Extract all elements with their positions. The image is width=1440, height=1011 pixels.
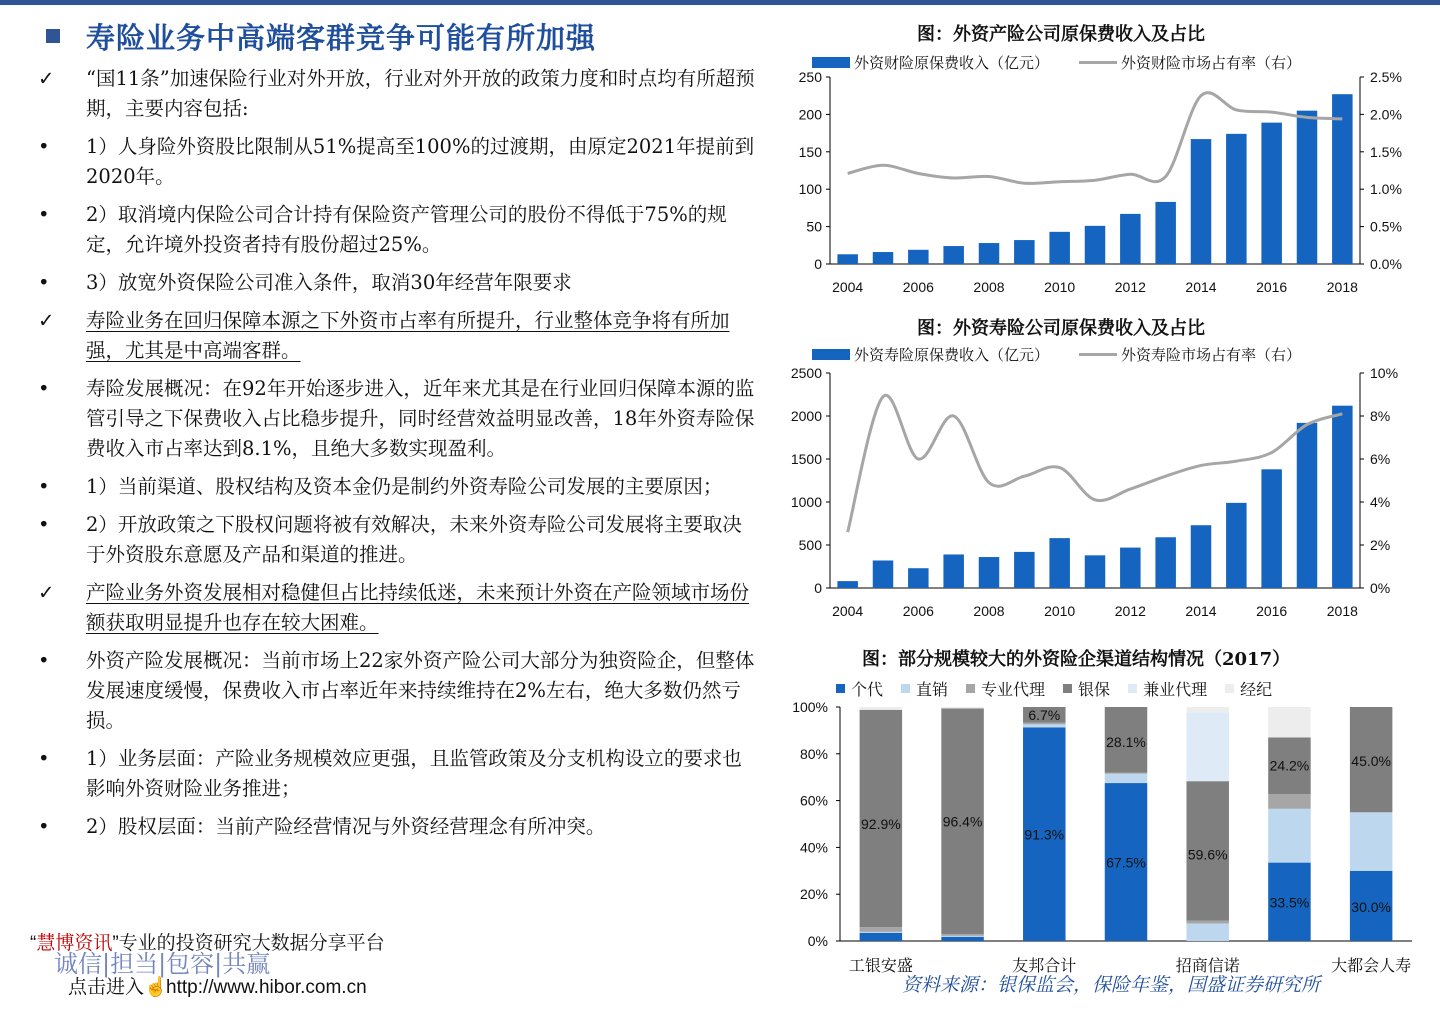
chart1-svg [760, 66, 1440, 306]
stack-segment [1105, 774, 1147, 783]
bullet-item [36, 200, 756, 260]
data-label: 91.3% [1024, 826, 1065, 843]
y2-tick-label: 4% [1370, 494, 1391, 510]
bar [1085, 226, 1105, 264]
bar [873, 252, 893, 264]
bar [1297, 111, 1317, 264]
bullet-text: 2）取消境内保险公司合计持有保险资产管理公司的股份不得低于75%的规定，允许境外投资者持有股份超过25%。 [86, 203, 727, 256]
footer-tagline: 专业的投资研究大数据分享平台 [118, 933, 385, 954]
bar [943, 554, 963, 588]
bar [979, 557, 999, 588]
bullet-text: “国11条”加速保险行业对外开放，行业对外开放的政策力度和时点均有所超预期，主要内容包括: [86, 67, 755, 120]
legend-swatch [836, 684, 845, 693]
stack-segment [1268, 707, 1310, 737]
chart3-title: 图：部分规模较大的外资险企渠道结构情况（2017） [862, 649, 1291, 670]
bullet-item [36, 132, 756, 192]
data-label: 45.0% [1351, 752, 1391, 769]
page-title [40, 14, 596, 58]
bullet-text: 1）当前渠道、股权结构及资本金仍是制约外资寿险公司发展的主要原因； [86, 475, 723, 498]
bullet-item [36, 64, 756, 124]
x-tick-label: 2016 [1256, 603, 1288, 619]
legend-label: 专业代理 [981, 680, 1046, 699]
chart1-legend-bar: 外资财险原保费收入（亿元） [854, 54, 1050, 72]
bullet-item [36, 306, 756, 366]
footer-quote-open: “ [30, 933, 37, 954]
data-label: 30.0% [1351, 899, 1391, 916]
y-tick-label: 1000 [790, 494, 822, 510]
bullet-item [36, 472, 756, 502]
bullet-text: 1）业务层面：产险业务规模效应更强，且监管政策及分支机构设立的要求也影响外资财险业务推进； [86, 747, 742, 800]
y2-tick-label: 0.0% [1370, 256, 1402, 272]
bullet-item [36, 646, 756, 736]
y-tick-label: 0 [814, 256, 822, 272]
bullet-dot-icon: • [38, 747, 50, 770]
legend-label: 经纪 [1240, 680, 1273, 699]
source-note: 资料来源：银保监会，保险年鉴，国盛证券研究所 [902, 974, 1321, 996]
bar [1226, 503, 1246, 588]
y2-tick-label: 6% [1370, 451, 1391, 467]
y-tick-label: 60% [799, 792, 828, 809]
x-tick-label: 2006 [902, 603, 934, 619]
y2-tick-label: 1.5% [1370, 143, 1402, 160]
bullet-dot-icon: • [38, 475, 50, 498]
stack-segment [1186, 921, 1228, 924]
stack-segment [941, 934, 983, 936]
stack-segment [1268, 794, 1310, 809]
legend-label: 兼业代理 [1143, 680, 1208, 699]
bullet-text: 3）放宽外资保险公司准入条件，取消30年经营年限要求 [86, 271, 572, 294]
bullet-text: 寿险业务在回归保障本源之下外资市占率有所提升，行业整体竞争将有所加强，尤其是中高端客群。 [86, 309, 730, 362]
bar [1261, 123, 1281, 264]
bullet-dot-icon: • [38, 513, 50, 536]
chart2-legend-bar: 外资寿险原保费收入（亿元） [854, 346, 1050, 364]
y-tick-label: 100 [798, 181, 822, 198]
stack-segment [1186, 712, 1228, 781]
y2-tick-label: 1.0% [1370, 181, 1402, 198]
y-tick-label: 2000 [790, 408, 822, 424]
legend-bar-swatch [812, 349, 850, 360]
bullet-text: 2）股权层面：当前产险经营情况与外资经营理念有所冲突。 [86, 815, 606, 838]
data-label: 92.9% [861, 816, 901, 832]
legend-swatch [1063, 684, 1072, 693]
data-label: 67.5% [1106, 854, 1146, 871]
y-tick-label: 80% [799, 745, 828, 762]
bullet-list [36, 64, 756, 850]
footer-url[interactable]: http://www.hibor.com.cn [166, 977, 367, 998]
legend-label: 直销 [916, 680, 949, 699]
bullet-dot-icon: • [38, 815, 50, 838]
bar [1297, 423, 1317, 588]
chart1-title: 图：外资产险公司原保费收入及占比 [917, 24, 1205, 45]
bar [1261, 469, 1281, 588]
x-tick-label: 2014 [1185, 603, 1217, 619]
stack-segment [1023, 724, 1065, 727]
chart3-svg [760, 695, 1440, 980]
bar [1014, 552, 1034, 588]
stack-segment [860, 932, 902, 933]
bar [979, 243, 999, 264]
data-label: 6.7% [1028, 707, 1061, 724]
bar [943, 246, 963, 264]
x-tick-label: 2010 [1044, 279, 1076, 295]
page-title-text: 寿险业务中高端客群竞争可能有所加强 [86, 20, 597, 55]
bullet-text: 外资产险发展概况：当前市场上22家外资产险公司大部分为独资险企，但整体发展速度缓慢，保费收入市占率近年来持续维持在2%左右，绝大多数仍然亏损。 [86, 649, 755, 732]
x-tick-label: 2008 [973, 279, 1005, 295]
x-tick-label: 工银安盛 [848, 958, 913, 975]
footer-slogan: 诚信|担当|包容|共赢 [54, 950, 271, 978]
y-tick-label: 1500 [790, 451, 822, 467]
legend-swatch [966, 684, 975, 693]
y2-tick-label: 2.5% [1370, 69, 1402, 85]
x-tick-label: 2012 [1114, 279, 1146, 295]
y-tick-label: 0% [807, 933, 828, 949]
bar [1332, 406, 1352, 588]
y-tick-label: 20% [799, 886, 828, 903]
bullet-item [36, 744, 756, 804]
bullet-text: 寿险发展概况：在92年开始逐步进入，近年来尤其是在行业回归保障本源的监管引导之下保费收入占比稳步提升，同时经营效益明显改善，18年外资寿险保费收入市占率达到8.1%，且绝大多数实现盈利。 [86, 377, 755, 460]
y2-tick-label: 0.5% [1370, 218, 1402, 235]
x-tick-label: 友邦合计 [1012, 958, 1077, 975]
footer-quote-close: ” [112, 933, 119, 954]
stack-segment [1268, 809, 1310, 863]
bullet-text: 产险业务外资发展相对稳健但占比持续低迷，未来预计外资在产险领域市场份额获取明显提升也存在较大困难。 [86, 581, 750, 634]
bar [1049, 232, 1069, 264]
bar [908, 250, 928, 264]
stack-segment [860, 933, 902, 941]
legend-swatch [901, 684, 910, 693]
bar [1085, 555, 1105, 588]
x-tick-label: 2006 [902, 279, 934, 295]
stack-segment [860, 707, 902, 710]
stack-segment [941, 937, 983, 941]
bullet-item [36, 812, 756, 842]
bar [1191, 139, 1211, 264]
x-tick-label: 2008 [973, 603, 1005, 619]
stack-segment [941, 707, 983, 708]
bullet-dot-icon: • [38, 203, 50, 226]
bar [837, 254, 857, 264]
bar [1120, 548, 1140, 588]
bullet-dot-icon: • [38, 135, 50, 158]
stack-segment [941, 936, 983, 937]
y2-tick-label: 0% [1370, 580, 1391, 596]
bar [1155, 537, 1175, 588]
x-tick-label: 大都会人寿 [1331, 958, 1412, 975]
stack-segment [1105, 773, 1147, 774]
legend-line-swatch [1079, 61, 1117, 64]
bar [873, 560, 893, 588]
data-label: 33.5% [1269, 894, 1310, 911]
y2-tick-label: 2.0% [1370, 106, 1402, 123]
y-tick-label: 500 [798, 537, 822, 553]
bullet-item [36, 268, 756, 298]
bar [837, 581, 857, 588]
chart2-legend-line: 外资寿险市场占有率（右） [1121, 346, 1302, 364]
stack-segment [1350, 812, 1392, 871]
bar [1120, 214, 1140, 264]
bullet-text: 1）人身险外资股比限制从51%提高至100%的过渡期，由原定2021年提前到2020年。 [86, 135, 755, 188]
bar [1191, 525, 1211, 588]
y-tick-label: 2500 [790, 365, 822, 381]
chart2-title: 图：外资寿险公司原保费收入及占比 [917, 318, 1205, 339]
legend-line-swatch [1079, 353, 1117, 356]
bar [1014, 240, 1034, 264]
x-tick-label: 招商信诺 [1175, 958, 1240, 975]
bullet-dot-icon: • [38, 271, 50, 294]
stack-segment [1186, 707, 1228, 712]
footer-watermark [30, 928, 490, 1008]
y-tick-label: 0 [814, 580, 822, 596]
footer-brand[interactable]: 慧博资讯 [36, 933, 113, 954]
x-tick-label: 2018 [1326, 279, 1358, 295]
y-tick-label: 40% [799, 839, 828, 856]
x-tick-label: 2012 [1114, 603, 1146, 619]
checkmark-icon: ✓ [38, 309, 55, 332]
bar [1049, 538, 1069, 588]
bullet-text: 2）开放政策之下股权问题将被有效解决，未来外资寿险公司发展将主要取决于外资股东意愿及产品和渠道的推进。 [86, 513, 742, 566]
checkmark-icon: ✓ [38, 67, 55, 90]
x-tick-label: 2016 [1256, 279, 1288, 295]
x-tick-label: 2014 [1185, 279, 1217, 295]
data-label: 96.4% [942, 813, 983, 830]
top-accent-bar [0, 0, 1440, 5]
y2-tick-label: 2% [1370, 537, 1391, 553]
bar [1155, 202, 1175, 264]
x-tick-label: 2004 [832, 279, 864, 295]
title-square-icon [46, 29, 60, 43]
x-tick-label: 2018 [1326, 603, 1358, 619]
data-label: 24.2% [1269, 757, 1310, 774]
y-tick-label: 250 [798, 69, 822, 85]
bullet-item [36, 510, 756, 570]
bullet-dot-icon: • [38, 649, 50, 672]
stack-segment [1186, 923, 1228, 941]
x-tick-label: 2010 [1044, 603, 1076, 619]
chart2-svg [760, 360, 1440, 625]
footer-link-text[interactable]: 点击进入 [68, 977, 145, 998]
bar [908, 568, 928, 588]
y-tick-label: 200 [798, 106, 822, 123]
chart1-legend-line: 外资财险市场占有率（右） [1121, 54, 1302, 72]
x-tick-label: 2004 [832, 603, 864, 619]
legend-swatch [1225, 684, 1234, 693]
data-label: 59.6% [1187, 846, 1228, 863]
legend-label: 银保 [1078, 680, 1111, 699]
bar [1226, 134, 1246, 264]
legend-swatch [1128, 684, 1137, 693]
pointer-hand-icon: ☝ [144, 977, 168, 998]
y-tick-label: 100% [792, 699, 828, 715]
legend-label: 个代 [851, 680, 884, 699]
checkmark-icon: ✓ [38, 581, 55, 604]
bullet-dot-icon: • [38, 377, 50, 400]
stack-segment [860, 927, 902, 932]
footer-link[interactable] [68, 972, 367, 999]
y2-tick-label: 10% [1370, 365, 1399, 381]
y-tick-label: 50 [806, 218, 822, 235]
bullet-item [36, 578, 756, 638]
bullet-item [36, 374, 756, 464]
y2-tick-label: 8% [1370, 408, 1391, 424]
data-label: 28.1% [1106, 734, 1146, 751]
y-tick-label: 150 [798, 143, 822, 160]
